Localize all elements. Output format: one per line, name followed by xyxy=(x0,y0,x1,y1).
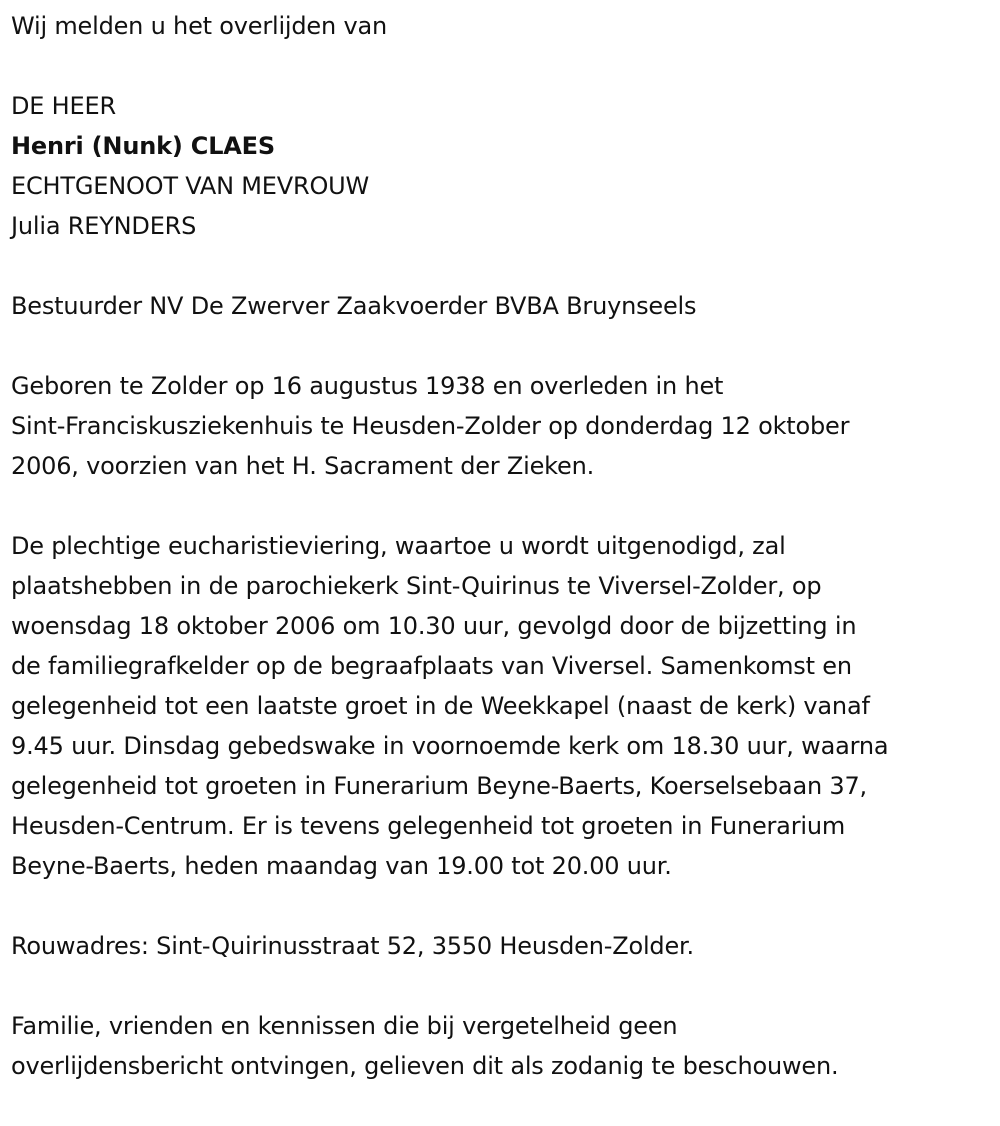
paragraph-line: Familie, vrienden en kennissen die bij vergetelheid geen xyxy=(11,1012,678,1040)
ceremony-paragraph xyxy=(11,526,1000,886)
occupation-text: Bestuurder NV De Zwerver Zaakvoerder BVBA Bruynseels xyxy=(11,292,697,320)
paragraph-line: Beyne-Baerts, heden maandag van 19.00 tot 20.00 uur. xyxy=(11,852,672,880)
deceased-title: DE HEER xyxy=(11,92,116,120)
deceased-name: Henri (Nunk) CLAES xyxy=(11,132,275,160)
spacer xyxy=(11,886,1000,926)
intro-text: Wij melden u het overlijden van xyxy=(11,12,387,40)
paragraph-line: woensdag 18 oktober 2006 om 10.30 uur, gevolgd door de bijzetting in xyxy=(11,612,857,640)
paragraph-line: plaatshebben in de parochiekerk Sint-Quirinus te Viversel-Zolder, op xyxy=(11,572,822,600)
paragraph-line: gelegenheid tot groeten in Funerarium Beyne-Baerts, Koerselsebaan 37, xyxy=(11,772,867,800)
mourning-address: Rouwadres: Sint-Quirinusstraat 52, 3550 Heusden-Zolder. xyxy=(11,932,694,960)
spacer xyxy=(11,966,1000,1006)
paragraph-line: Sint-Franciskusziekenhuis te Heusden-Zolder op donderdag 12 oktober xyxy=(11,412,850,440)
paragraph-line: 9.45 uur. Dinsdag gebedswake in voornoemde kerk om 18.30 uur, waarna xyxy=(11,732,889,760)
paragraph-line: 2006, voorzien van het H. Sacrament der Zieken. xyxy=(11,452,595,480)
spouse-name: Julia REYNDERS xyxy=(11,212,197,240)
paragraph-line: Heusden-Centrum. Er is tevens gelegenheid tot groeten in Funerarium xyxy=(11,812,846,840)
relation-text: ECHTGENOOT VAN MEVROUW xyxy=(11,172,370,200)
paragraph-line: de familiegrafkelder op de begraafplaats van Viversel. Samenkomst en xyxy=(11,652,852,680)
birth-death-paragraph xyxy=(11,366,1000,486)
spacer xyxy=(11,246,1000,286)
paragraph-line: gelegenheid tot een laatste groet in de Weekkapel (naast de kerk) vanaf xyxy=(11,692,870,720)
spacer xyxy=(11,46,1000,86)
spacer xyxy=(11,486,1000,526)
paragraph-line: overlijdensbericht ontvingen, gelieven dit als zodanig te beschouwen. xyxy=(11,1052,839,1080)
paragraph-line: De plechtige eucharistieviering, waartoe u wordt uitgenodigd, zal xyxy=(11,532,786,560)
spacer xyxy=(11,326,1000,366)
paragraph-line: Geboren te Zolder op 16 augustus 1938 en overleden in het xyxy=(11,372,724,400)
deceased-block xyxy=(11,86,1000,246)
closing-paragraph xyxy=(11,1006,1000,1086)
